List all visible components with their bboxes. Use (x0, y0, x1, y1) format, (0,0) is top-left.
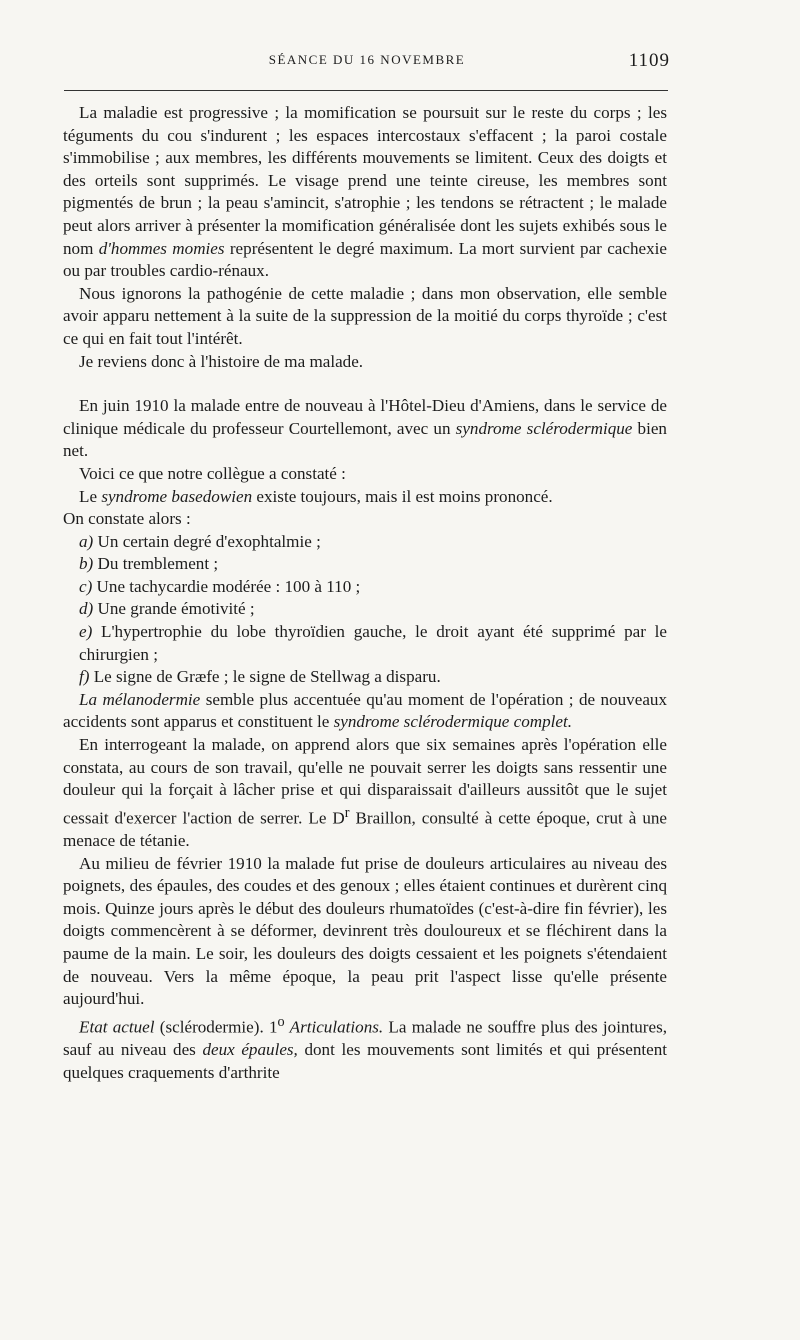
list-item (63, 621, 667, 666)
list-text: Une tachycardie modérée : 100 à 110 ; (92, 576, 361, 596)
p10-text-a: (sclérodermie). 1 (154, 1017, 278, 1037)
p10-emphasis-2: Articulations. (284, 1017, 384, 1037)
list-letter: e) (79, 622, 93, 642)
running-head: SÉANCE DU 16 NOVEMBRE (268, 52, 466, 67)
p8-text: En interrogeant la malade, on apprend alors que six semaines après l'opération elle constata, au cours de son travail, qu'elle ne pouvait serrer les doigts sans ressentir une douleur qui la forçait à lâcher prise et qui disparaissait d'ailleurs aussitôt que le sujet cessait d'exercer l'action de serrer. Le D (63, 735, 667, 828)
list-item (63, 666, 667, 689)
p1-end: représentent le degré maximum. La mort survient par cachexie ou par troubles cardio-rénaux. (63, 238, 667, 281)
paragraph-10 (63, 1011, 667, 1084)
p4-end: bien net. (63, 418, 667, 461)
list-letter: a) (79, 531, 94, 551)
list-letter: d) (79, 599, 94, 619)
p10-superscript: o (277, 1013, 285, 1030)
p7-emphasis: La mélanodermie (79, 689, 201, 709)
list-letter: b) (79, 554, 94, 574)
body-text (63, 102, 667, 1084)
p4-text: En juin 1910 la malade entre de nouveau à l'Hôtel-Dieu d'Amiens, dans le service de clinique médicale du professeur Courtellemont, avec un (63, 396, 667, 438)
list-item (63, 531, 667, 554)
header-rule (64, 90, 668, 91)
list-text: L'hypertrophie du lobe thyroïdien gauche, le droit ayant été supprimé par le chirurgien ; (79, 622, 667, 664)
p10-emphasis: Etat actuel (79, 1017, 155, 1037)
list-text: Le signe de Græfe ; le signe de Stellwag a disparu. (89, 667, 441, 687)
p10-emphasis-3: deux épaules, (202, 1040, 298, 1060)
p4-emphasis: syndrome sclérodermique (455, 418, 633, 438)
paragraph-5: Voici ce que notre collègue a constaté : (79, 463, 346, 483)
page-header (64, 52, 670, 82)
p8-end: Braillon, consulté à cette époque, crut à une menace de tétanie. (63, 808, 667, 851)
page-number: 1109 (628, 50, 670, 71)
p1-emphasis: d'hommes momies (98, 238, 225, 258)
p6-end: existe toujours, mais il est moins prononcé. (252, 486, 553, 506)
list-item (63, 553, 667, 576)
paragraph-2: Nous ignorons la pathogénie de cette maladie ; dans mon observation, elle semble avoir apparu nettement à la suite de la suppression de la moitié du corps thyroïde ; c'est ce qui en fait tout l'intérêt. (63, 283, 667, 348)
symptom-list (63, 531, 667, 689)
p6-emphasis: syndrome basedowien (101, 486, 253, 506)
paragraph-3: Je reviens donc à l'histoire de ma malade. (79, 351, 364, 371)
list-letter: f) (79, 667, 90, 687)
list-item (63, 576, 667, 599)
p10-text-b: La malade ne souffre plus des jointures, sauf au niveau des (63, 1017, 668, 1060)
paragraph-6 (63, 486, 667, 509)
paragraph-6-cont: On constate alors : (63, 509, 191, 529)
list-letter: c) (79, 576, 93, 596)
p7-emphasis-2: syndrome sclérodermique complet. (333, 712, 573, 732)
paragraph-9: Au milieu de février 1910 la malade fut prise de douleurs articulaires au niveau des poignets, des épaules, des coudes et des genoux ; elles étaient continues et durèrent cinq mois. Quinze jours après le début des douleurs rhumatoïdes (c'est-à-dire fin février), les doigts commencèrent à se déformer, devinrent très douloureux et se fléchirent dans la paume de la main. Le soir, les douleurs des doigts cessaient et les poignets s'étendaient de nouveau. Vers la même époque, la peau prit l'aspect lisse qu'elle présente aujourd'hui. (63, 853, 667, 1009)
list-text: Du tremblement ; (93, 554, 219, 574)
p10-text-c: dont les mouvements sont limités et qui présentent quelques craquements d'arthrite (63, 1040, 668, 1082)
list-item (63, 598, 667, 621)
p7-text: semble plus accentuée qu'au moment de l'opération ; de nouveaux accidents sont apparus et constituent le (63, 689, 667, 732)
paragraph-8 (63, 734, 667, 853)
p8-superscript: r (344, 804, 350, 821)
p6-start: Le (79, 486, 102, 506)
paragraph-4 (63, 395, 667, 463)
list-text: Un certain degré d'exophtalmie ; (93, 531, 321, 551)
list-text: Une grande émotivité ; (93, 599, 255, 619)
paragraph-1 (63, 102, 667, 283)
paragraph-7 (63, 689, 667, 734)
p1-text: La maladie est progressive ; la momification se poursuit sur le reste du corps ; les téguments du cou s'indurent ; les espaces intercostaux s'effacent ; la paroi costale s'immobilise ; aux membres, les différents mouvements se limitent. Ceux des doigts et des orteils sont supprimés. Le visage prend une teinte cireuse, les membres sont pigmentés de brun ; la peau s'amincit, s'atrophie ; les tendons se rétractent ; le malade peut alors arriver à présenter la momification généralisée dont les sujets exhibés sous le nom (63, 103, 667, 258)
